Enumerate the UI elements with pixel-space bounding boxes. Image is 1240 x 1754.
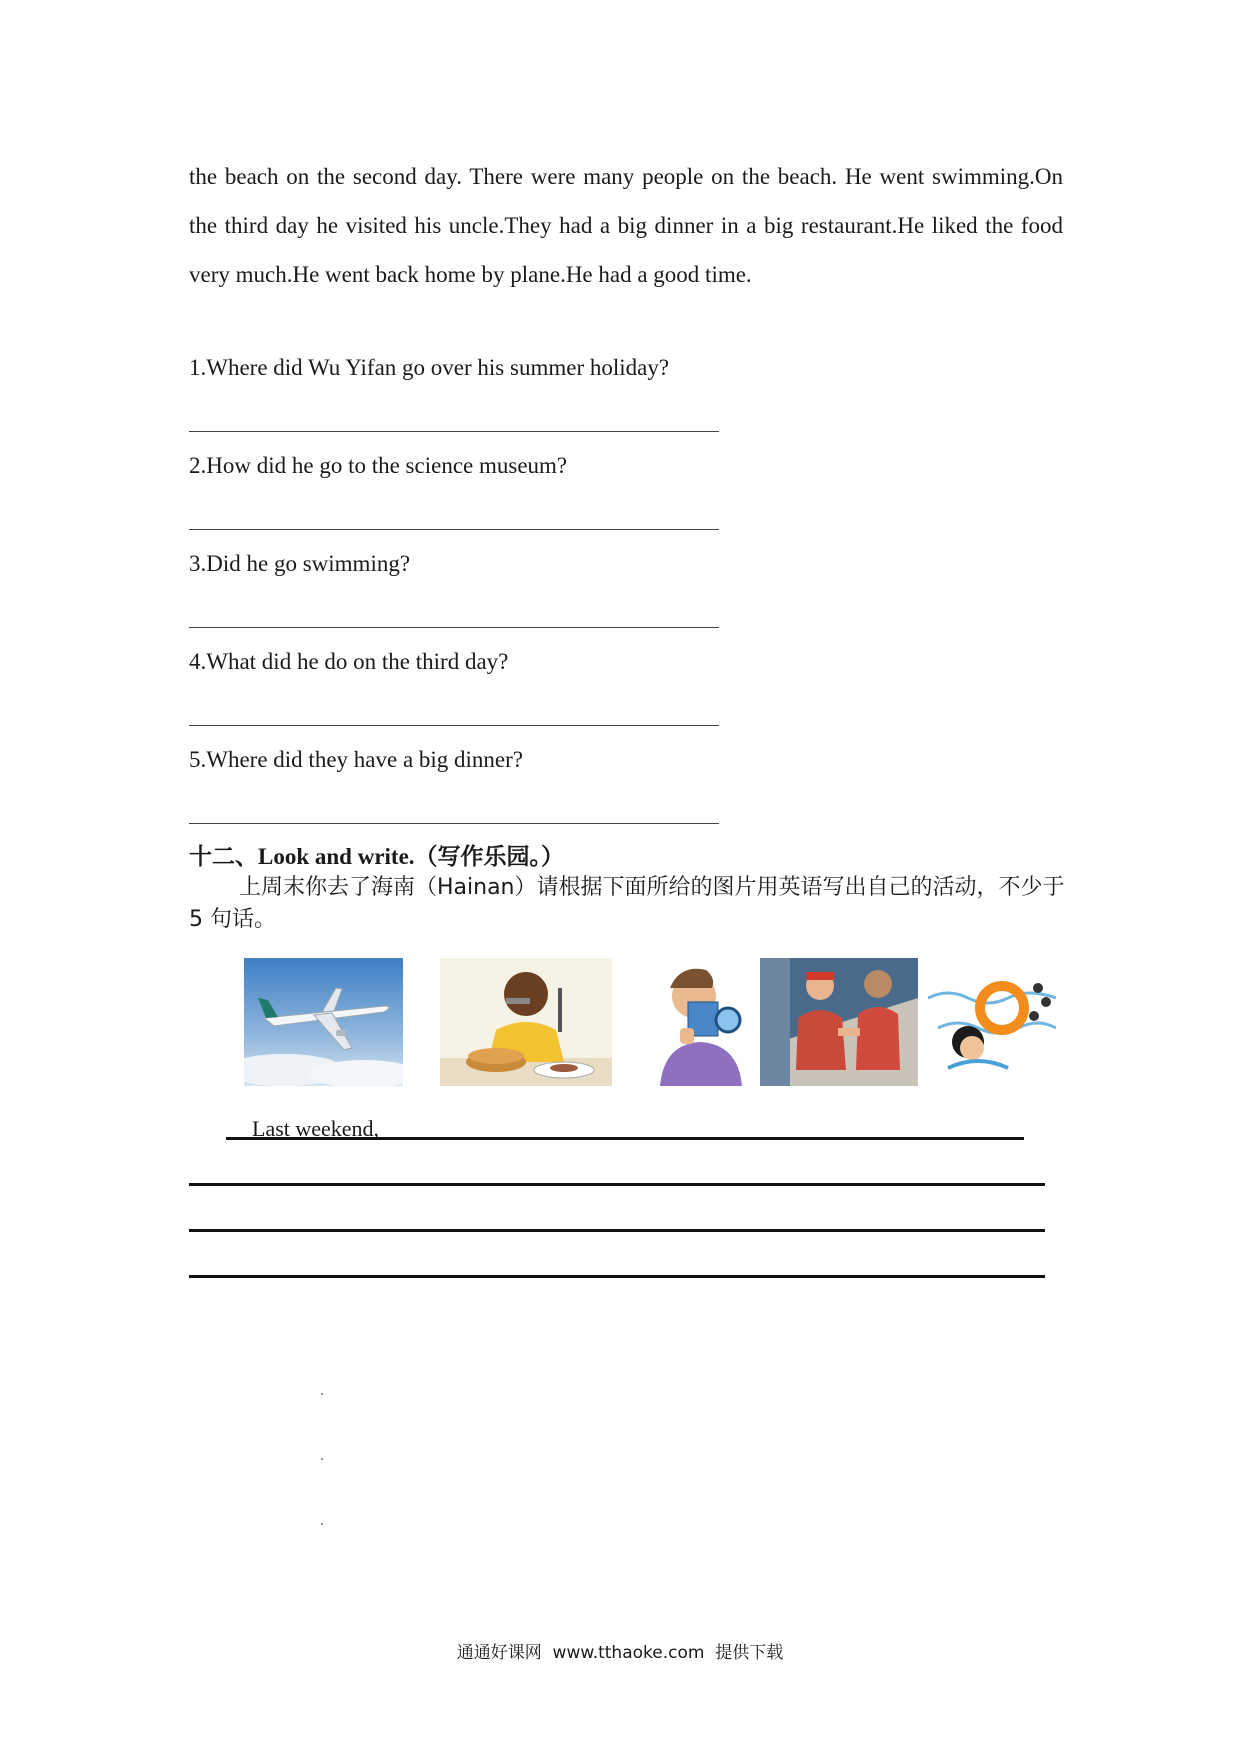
writing-line-2[interactable] bbox=[189, 1183, 1045, 1186]
answer-line-3[interactable] bbox=[189, 627, 719, 628]
writing-line-4[interactable] bbox=[189, 1275, 1045, 1278]
writing-line-1[interactable] bbox=[226, 1137, 1024, 1140]
section-instruction: 上周末你去了海南（Hainan）请根据下面所给的图片用英语写出自己的活动，不少于 5 句话。 bbox=[189, 875, 1065, 932]
question-1: 1.Where did Wu Yifan go over his summer holiday? bbox=[189, 355, 670, 380]
airplane-picture bbox=[244, 958, 403, 1086]
scan-dot bbox=[321, 1393, 323, 1395]
scan-dot bbox=[321, 1523, 323, 1525]
scan-dot bbox=[321, 1458, 323, 1460]
swimming-picture bbox=[928, 958, 1056, 1086]
answer-line-2[interactable] bbox=[189, 529, 719, 530]
shopping-picture bbox=[760, 958, 918, 1086]
writing-starter: Last weekend, bbox=[252, 1116, 380, 1141]
answer-line-1[interactable] bbox=[189, 431, 719, 432]
answer-line-4[interactable] bbox=[189, 725, 719, 726]
question-4: 4.What did he do on the third day? bbox=[189, 649, 509, 674]
section-title: 十二、Look and write.（写作乐园。） bbox=[189, 844, 565, 869]
footer-text: 通通好课网 www.tthaoke.com 提供下载 bbox=[456, 1643, 784, 1663]
eating-picture bbox=[440, 958, 612, 1086]
question-2: 2.How did he go to the science museum? bbox=[189, 453, 568, 478]
question-5: 5.Where did they have a big dinner? bbox=[189, 747, 524, 772]
question-3: 3.Did he go swimming? bbox=[189, 551, 411, 576]
writing-line-3[interactable] bbox=[189, 1229, 1045, 1232]
camera-picture bbox=[650, 958, 750, 1086]
answer-line-5[interactable] bbox=[189, 823, 719, 824]
reading-passage: the beach on the second day. There were many people on the beach. He went swimming.On the third day he visited his uncle.They had a big dinner in a big restaurant.He liked the food very much.He went back home by plane.He had a good time. bbox=[189, 164, 1063, 287]
